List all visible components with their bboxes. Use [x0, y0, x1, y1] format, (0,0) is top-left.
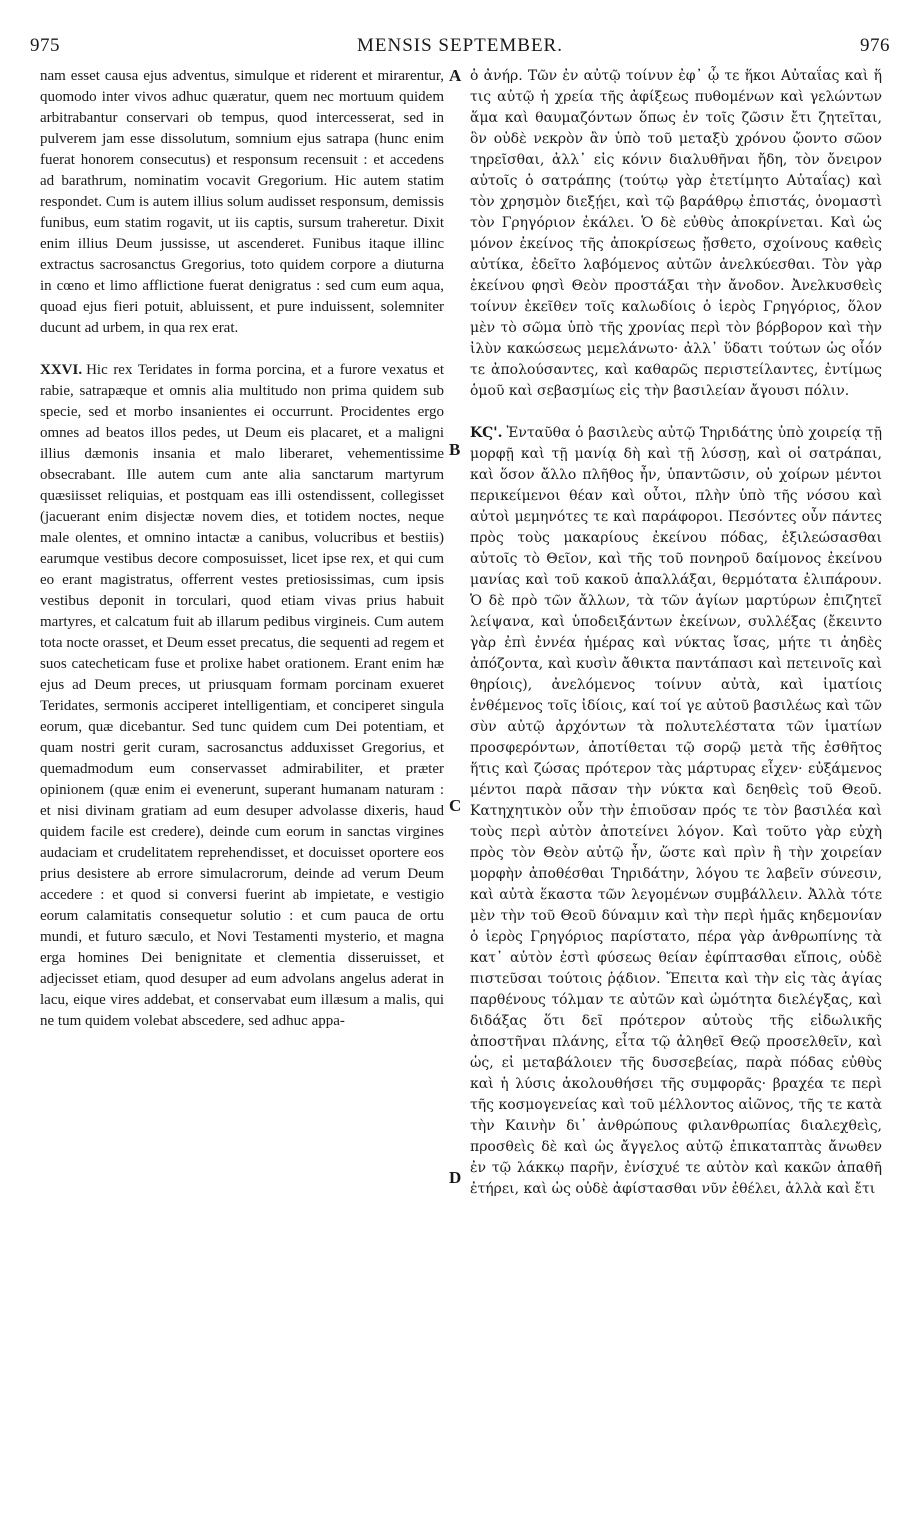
page-number-left: 975: [30, 35, 60, 56]
greek-paragraph-1: ὁ ἀνήρ. Τῶν ἐν αὐτῷ τοίνυν ἐφ᾽ ᾧ τε ἥκοι Αὐταΐας καὶ ἥ τις αὐτῷ ἡ χρεία τῆς ἀφίξεως πυθομένων καὶ γελώντων ἅμα καὶ θαυμαζόντων ὅπως ἐν τοῖς ζῶσιν ἔτι ζητεῖται, ὃν οὐδὲ νεκρὸν ἂν ὑπὸ τοῦ μεταξὺ χρόνου ᾤοντο σῶον τηρεῖσθαι, ἀλλ᾽ εἰς κόνιν διαλυθῆναι ἤδη, τὸν ὄνειρον αὐτοῖς ὁ σατράπης (τούτῳ γὰρ ἐτετίμητο Αὐταΐας) καὶ τὸν χρησμὸν διεξῄει, καὶ τῷ βαράθρῳ ἐπιστάς, ὀνομαστὶ τὸν Γρηγόριον ἐκάλει. Ὁ δὲ εὐθὺς ἀποκρίνεται. Καὶ ὡς μόνον ἐκείνος τῆς ἀποκρίσεως ᾔσθετο, σχοίνους καθεὶς αὐτίκα, ἐδεῖτο λαβόμενος αὐτῶν ἀνελκύεσθαι. Τὸν γὰρ ἐκείνου φησὶ Θεὸν προστάξαι τὴν ἄνοδον. Ἀνελκυσθεὶς τοίνυν ἐκεῖθεν τοῖς καλωδίοις ὁ ἱερὸς Γρηγόριος, ὅλον μὲν τὸ σῶμα ὑπὸ τῆς χρονίας περὶ τὸν βόρβορον καὶ τὴν ἰλὺν κακώσεως μεμελάνωτο· ἀλλ᾽ ὕδατι τούτων ὡς οἷόν τε ἀπολούσαντες, καὶ καθαρῶς περιστείλαντες, ἐντίμως ὁμοῦ καὶ σεβασμίως εἰς τὴν βασιλείαν ἄγουσι πόλιν.: [470, 68, 882, 399]
running-title: MENSIS SEPTEMBER.: [357, 35, 563, 56]
greek-column: [470, 66, 882, 1530]
greek-paragraph-2-text: Ἐνταῦθα ὁ βασιλεὺς αὐτῷ Τηριδάτης ὑπὸ χοιρείᾳ τῇ μορφῇ καὶ τῇ μανίᾳ δὴ καὶ τῇ λύσσῃ, καὶ οἱ σατράπαι, καὶ ὅσον ἄλλο πλῆθος ἦν, ὑπαντῶσιν, οὐ χοίρων μέντοι περικείμενοι θέαν καὶ οὗτοι, πλὴν ὑπὸ τῆς νόσου καὶ αὐτοὶ μεμηνότες τε καὶ παράφοροι. Πεσόντες οὖν πάντες πρὸς τοὺς μακαρίους ἐκείνου πόδας, ἐξιλεώσασθαι αὐτοῖς τὸ Θεῖον, καὶ τῆς τοῦ πονηροῦ δαίμονος ἐκείνου μανίας καὶ τοῦ κακοῦ ἀπαλλάξαι, θερμότατα ἐλιπάρουν. Ὁ δὲ πρὸ τῶν ἄλλων, τὰ τῶν ἁγίων μαρτύρων ἐπιζητεῖ λείψανα, καὶ ὑποδειξάντων ἐκείνων, συλλέξας (ἔκειντο γὰρ ἐπὶ ἐννέα ἡμέρας καὶ νύκτας ἴσας, μήτε τι ἀηδὲς ἀπόζοντα, καὶ κυσὶν ἄθικτα παντάπασι καὶ πετεινοῖς καὶ θηρίοις), ἀνελόμενος τοίνυν αὐτὰ, καὶ ἱματίοις ἐνθέμενος τοῖς ἰδίοις, καί τοί γε αὐτοῦ βασιλέως καὶ τῶν σὺν αὐτῷ ἀρχόντων τὰ πολυτελέστατα τῶν ἱματίων προσφερόντων, ἀποτίθεται τῷ σορῷ μετὰ τῆς ἐσθῆτος ἥτις καὶ ζώσας πρότερον τὰς μάρτυρας εἶχεν· εὐξάμενος μέντοι παρὰ πᾶσαν τὴν νύκτα καὶ δεηθεὶς τοῦ Θεοῦ. Κατηχητικὸν οὖν τὴν ἐπιοῦσαν πρός τε τὸν βασιλέα καὶ τοὺς περὶ αὐτὸν ἀποτείνει λόγον. Καὶ τοῦτο γὰρ εὐχὴ πρὸς τὸν Θεὸν αὐτῷ ἦν, ὥστε καὶ πρὶν ἢ τὴν χοιρείαν μορφὴν ἀποθέσθαι Τηριδάτην, λόγου τε λαβεῖν σύνεσιν, καὶ αὐτὰ ἕκαστα τῶν λεγομένων συμβάλλειν. Ἀλλὰ τότε μὲν τὴν τοῦ Θεοῦ δύναμιν καὶ τὴν περὶ ἡμᾶς κηδεμονίαν ὁ ἱερὸς Γρηγόριος παρίστατο, πέρα γὰρ ἀνθρωπίνης τὰ κατ᾽ αὐτὸν ἐστὶ φύσεως θείαν ἐφίπτασθαι εἴποις, οὐδὲ πιστεῦσαι τούτοις ῥᾴδιον. Ἔπειτα καὶ τὴν εἰς τὰς ἁγίας παρθένους τόλμαν τε αὐτῶν καὶ ὠμότητα διελέγξας, καὶ διδάξας ὅτι δεῖ πρότερον αὐτοὺς τῆς εἰδωλικῆς ἀποστῆναι πλάνης, εἶτα τῷ ἀληθεῖ Θεῷ προσελθεῖν, καὶ ὡς, εἰ μεταβάλοιεν τῆς δυσσεβείας, παρὰ πόδας εὐθὺς καὶ ἡ λύσις ἀκολουθήσει τῆς συμφορᾶς· βραχέα τε περὶ τῆς κοσμογενείας καὶ τοῦ μέλλοντος αἰῶνος, τῆς τε κατὰ τὴν Καινὴν δι᾽ ἀνθρώπους φιλανθρωπίας διαλεχθεὶς, προσθεὶς δὲ καὶ ὡς ἄγγελος αὐτῷ ἐπικαταπτὰς ἄνωθεν ἐν τῷ λάκκῳ παρῆν, ἐνίσχυέ τε αὐτὸν καὶ κακῶν ἀπαθῆ ἐτήρει, καὶ ὡς οὐδὲ ἀφίστασθαι νῦν ἐθέλει, ἀλλὰ καὶ ἔτι: [470, 425, 882, 1197]
section-marker-b: B: [449, 440, 461, 459]
latin-paragraph-1: nam esset causa ejus adventus, simulque et riderent et mirarentur, quomodo inter vivos adhuc quæratur, quem nec mortuum quidem arbitrabantur conservari ob tempus, quod intercesserat, sed in pulverem jam esse dissolutum, somnium ejus satrapa (hunc enim fuerat honorem consecutus) et responsum recensuit : et accedens ad barathrum, nominatim vocavit Gregorium. Hic autem statim respondet. Cum is autem illius solum audisset responsum, demissis funibus, eum statim rogavit, ut iis captis, sursum traheretur. Dixit enim illius Deum jussisse, ut ascenderet. Funibus itaque illinc extractus sacrosanctus Gregorius, toto quidem corpore a diuturna in cœno et limo afflictione fuerat denigratus : sed cum eum aqua, quoad ejus fieri potuit, abluissent, et pure induissent, solemniter ducunt ad urbem, in qua rex erat.: [40, 68, 444, 336]
section-marker-d: D: [449, 1168, 462, 1187]
latin-section-number: XXVI.: [40, 362, 83, 378]
latin-paragraph-2-text: Hic rex Teridates in forma porcina, et a furore vexatus et rabie, satrapæque et omnis alia multitudo non prima quidem sub specie, sed et morbo insanientes ei occurrunt. Procidentes ergo omnes ad beatos illos pedes, ut Deum eis placaret, et a maligni illius dæmonis insania et malo liberaret, vehementissime obsecrabant. Ille autem cum ante alia sanctarum martyrum quæsiisset reliquias, et postquam eas illi ostendissent, collegisset (jacuerant enim disjectæ novem dies, et totidem noctes, neque male olentes, et omnino intactæ a canibus, volucribus et bestiis) earumque vestibus decore composuisset, licet ipse rex, et qui cum eo erant magistratus, offerrent vestes pretiosissimas, cum ipsis vestibus deponit in torculari, quod etiam vivas prius habuit martyres, et calcatum fuit ab illarum pedibus virgineis. Cum autem tota nocte orasset, et Deum esset precatus, die sequenti ad regem et suos catecheticam fuse et prolixe habet orationem. Erant enim hæ ejus ad Deum preces, ut priusquam formam porcinam exueret Teridates, sermonis acciperet intelligentiam, et conciperet singula eorum, quæ dicebantur. Sed tunc quidem cum Dei potentiam, et quam nostri gerit curam, sacrosanctus adduxisset Gregorius, et quemadmodum eum conservasset admirabiliter, et præter opinionem (quæ enim ei evenerunt, superant humanam naturam : et nisi divinam gratiam ad eum desuper advolasse dixeris, haud quidem facile est credere), deinde cum eorum in sanctas virgines audaciam et crudelitatem reprehendisset, et docuisset oportere eos prius desistere ab errore simulacrorum, deinde ad verum Deum accedere : et quod si conversi fuerint ab impietate, e vestigio eorum calamitatis consequetur solutio : et cum pauca de ortu mundi, et futuro sæculo, et Novi Testamenti mysterio, et magna erga homines Dei benignitate et clementia disseruisset, et adjecisset etiam, quod desuper ad eum advolans angelus aderat in lacu, eique vires addebat, et conservabat eum illæsum a malis, qui ne tum quidem volebat abscedere, sed adhuc appa-: [40, 362, 444, 1029]
page-number-right: 976: [860, 35, 890, 56]
latin-column: [40, 66, 444, 1530]
section-marker-a: A: [449, 66, 462, 85]
latin-paragraph-2: [40, 360, 444, 1032]
greek-section-number: ΚϚ'.: [470, 425, 503, 441]
greek-paragraph-2: [470, 423, 882, 1200]
page-header: [30, 34, 890, 58]
section-marker-c: C: [449, 796, 462, 815]
